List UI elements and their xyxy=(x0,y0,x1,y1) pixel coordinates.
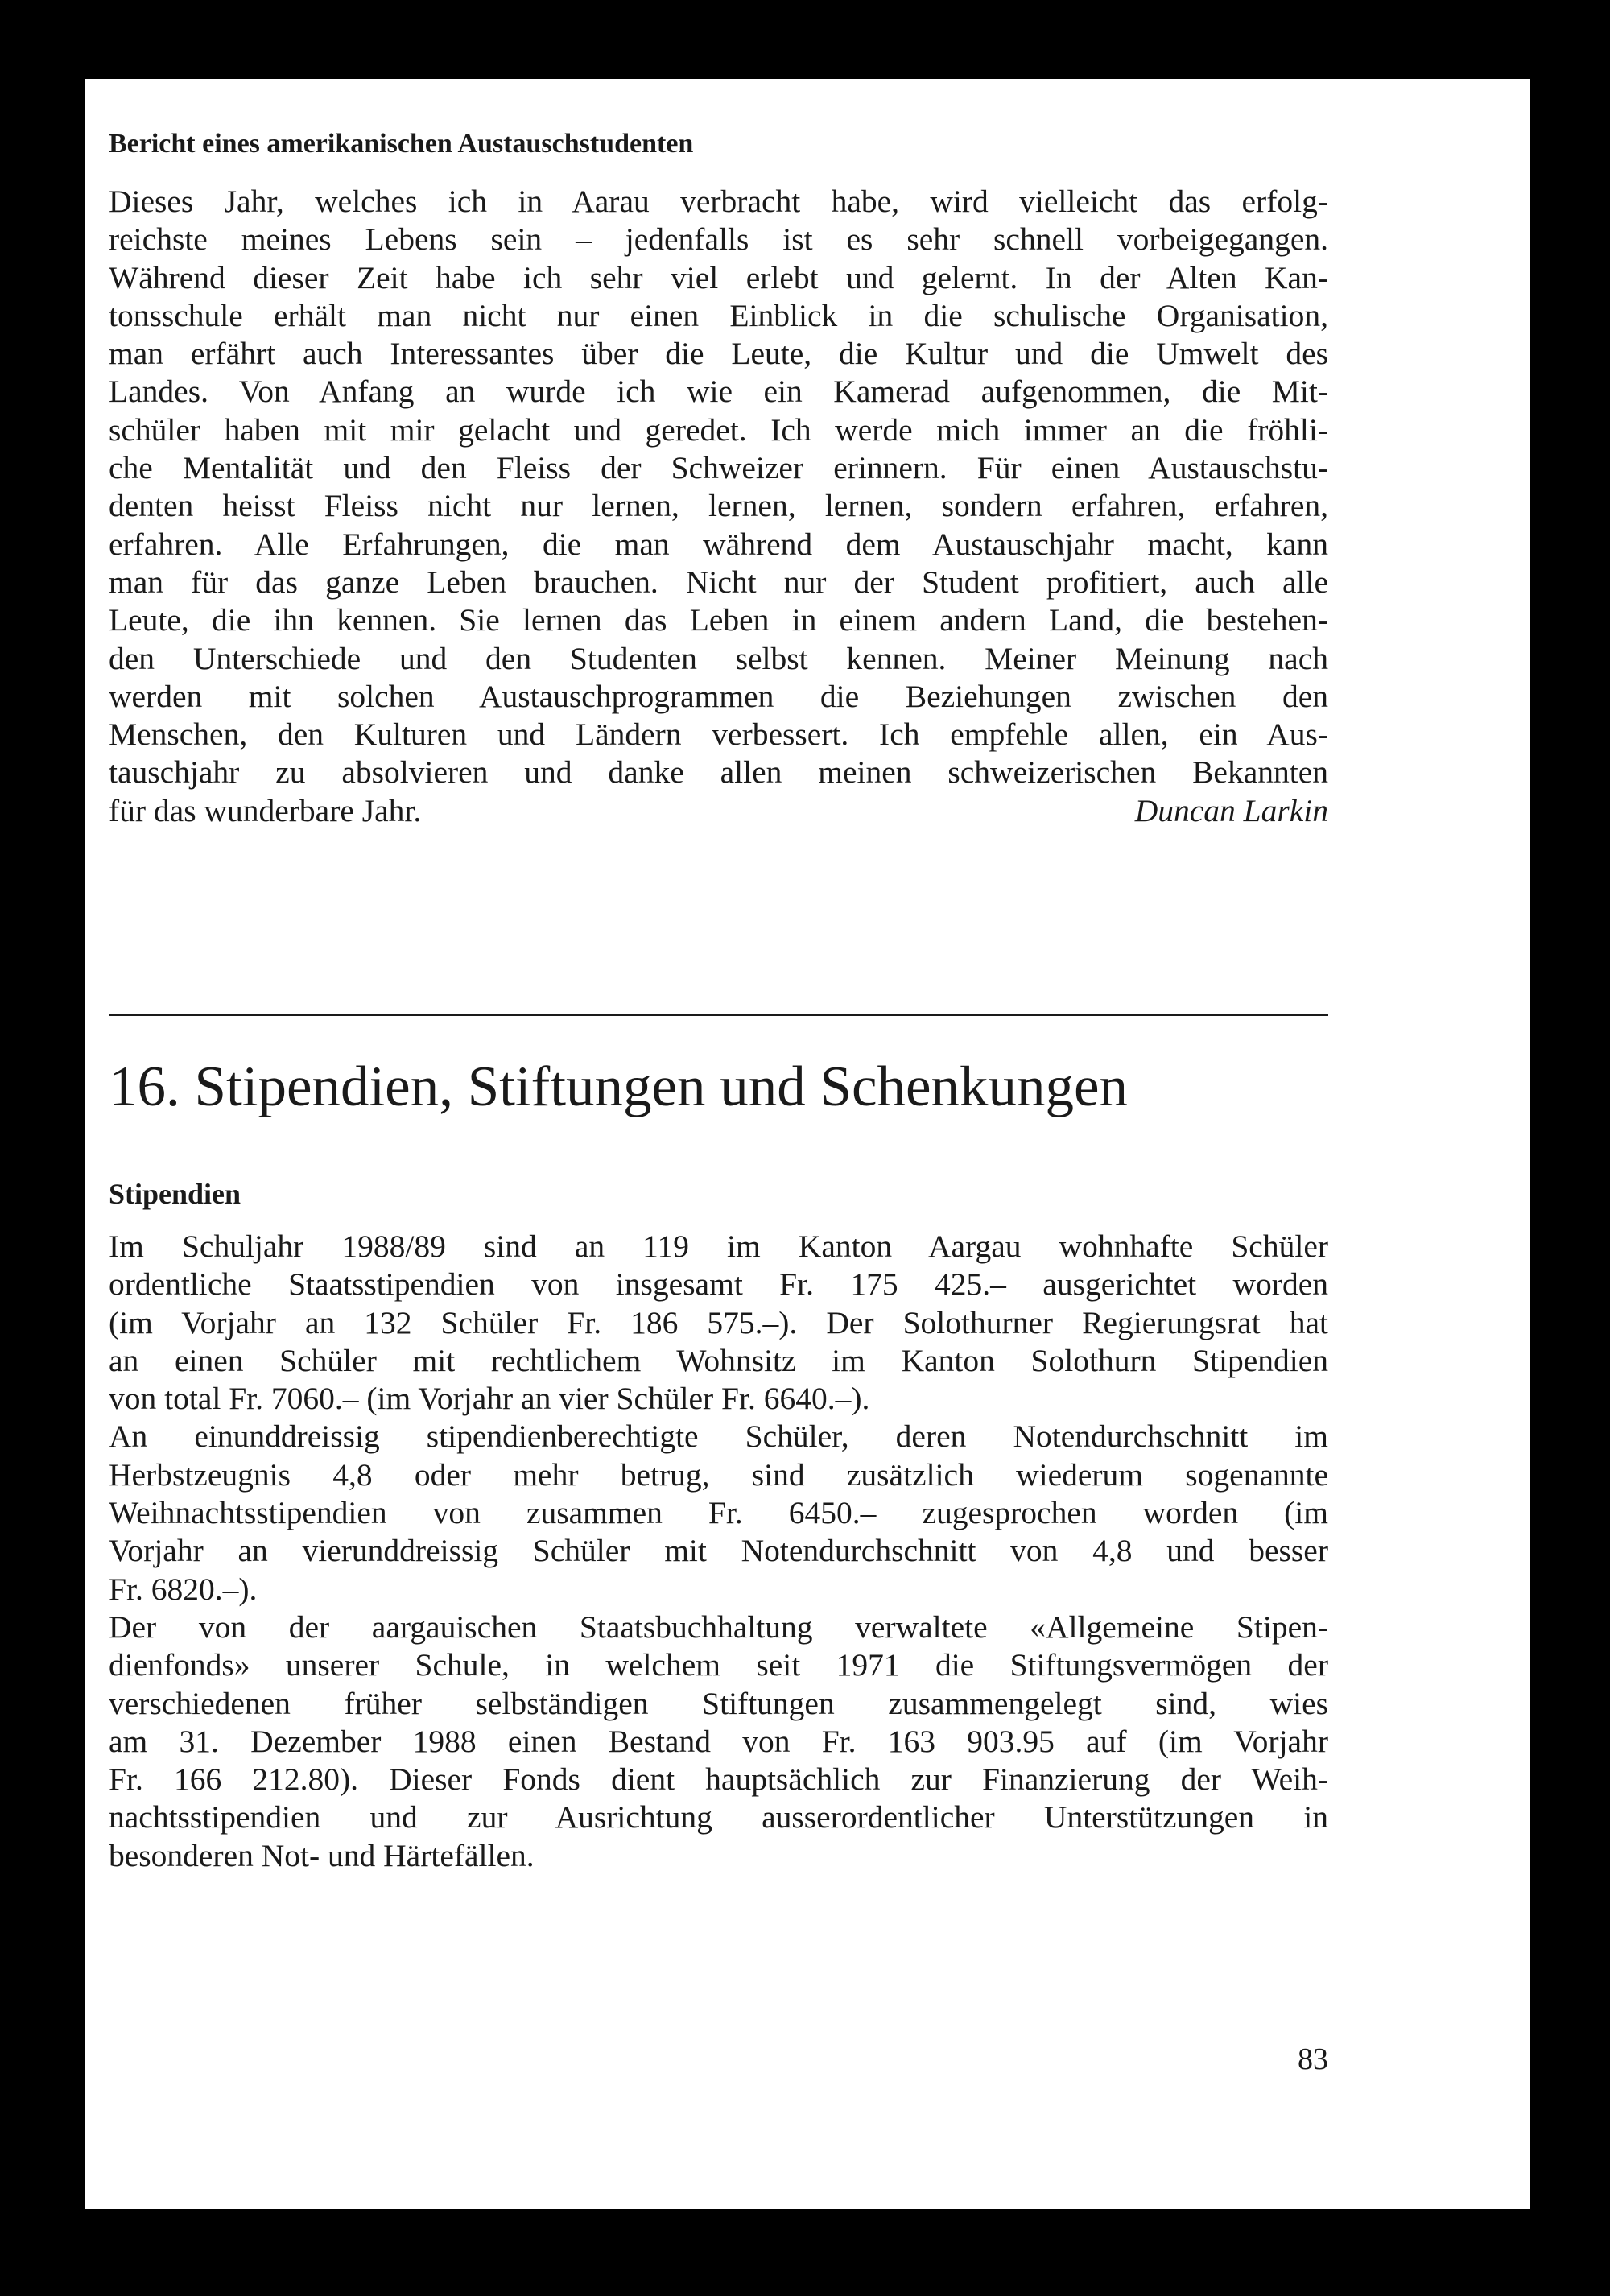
report-paragraph xyxy=(109,183,1328,830)
report-heading: Bericht eines amerikanischen Austauschstudenten xyxy=(109,129,694,159)
stipendien-line: besonderen Not- und Härtefällen. xyxy=(109,1837,535,1873)
report-line: man für das ganze Leben brauchen. Nicht nur der Student profitiert, auch alle xyxy=(109,564,1328,600)
report-last-line: für das wunderbare Jahr. xyxy=(109,792,422,828)
stipendien-line: von total Fr. 7060.– (im Vorjahr an vier Schüler Fr. 6640.–). xyxy=(109,1381,870,1417)
report-line: werden mit solchen Austauschprogrammen die Beziehungen zwischen den xyxy=(109,678,1328,714)
section-divider xyxy=(109,1014,1328,1016)
stipendien-line: Fr. 6820.–). xyxy=(109,1571,258,1607)
stipendien-line: Fr. 166 212.80). Dieser Fonds dient hauptsächlich zur Finanzierung der Weih- xyxy=(109,1761,1328,1798)
report-line: che Mentalität und den Fleiss der Schweizer erinnern. Für einen Austauschstu- xyxy=(109,450,1328,486)
report-line: erfahren. Alle Erfahrungen, die man während dem Austauschjahr macht, kann xyxy=(109,526,1328,562)
report-line: schüler haben mit mir gelacht und geredet. Ich werde mich immer an die fröhli- xyxy=(109,411,1328,448)
stipendien-line: nachtsstipendien und zur Ausrichtung ausserordentlicher Unterstützungen in xyxy=(109,1799,1328,1836)
page-number: 83 xyxy=(1298,2042,1328,2076)
report-line: Leute, die ihn kennen. Sie lernen das Leben in einem andern Land, die bestehen- xyxy=(109,602,1328,638)
report-line: Landes. Von Anfang an wurde ich wie ein Kamerad aufgenommen, die Mit- xyxy=(109,374,1328,410)
stipendien-line: dienfonds» unserer Schule, in welchem seit 1971 die Stiftungsvermögen der xyxy=(109,1647,1328,1683)
report-line: man erfährt auch Interessantes über die Leute, die Kultur und die Umwelt des xyxy=(109,336,1328,372)
stipendien-line: Im Schuljahr 1988/89 sind an 119 im Kanton Aargau wohnhafte Schüler xyxy=(109,1229,1328,1264)
stipendien-heading: Stipendien xyxy=(109,1178,242,1210)
author-signature: Duncan Larkin xyxy=(1134,792,1328,828)
report-line: reichste meines Lebens sein – jedenfalls ist es sehr schnell vorbeigegangen. xyxy=(109,221,1328,258)
stipendien-line: Herbstzeugnis 4,8 oder mehr betrug, sind zusätzlich wiederum sogenannte xyxy=(109,1456,1328,1493)
stipendien-line: Vorjahr an vierunddreissig Schüler mit Notendurchschnitt von 4,8 und besser xyxy=(109,1533,1328,1569)
stipendien-line: (im Vorjahr an 132 Schüler Fr. 186 575.–). Der Solothurner Regierungsrat hat xyxy=(109,1304,1328,1340)
report-line: Dieses Jahr, welches ich in Aarau verbracht habe, wird vielleicht das erfolg- xyxy=(109,184,1328,219)
stipendien-line: ordentliche Staatsstipendien von insgesamt Fr. 175 425.– ausgerichtet worden xyxy=(109,1266,1328,1303)
chapter-title: 16. Stipendien, Stiftungen und Schenkungen xyxy=(109,1055,1129,1118)
report-line: tonsschule erhält man nicht nur einen Einblick in die schulische Organisation, xyxy=(109,297,1328,333)
report-line: denten heisst Fleiss nicht nur lernen, lernen, lernen, sondern erfahren, erfahren, xyxy=(109,488,1328,524)
report-line: Menschen, den Kulturen und Ländern verbessert. Ich empfehle allen, ein Aus- xyxy=(109,716,1328,753)
report-closing-line xyxy=(109,792,1328,830)
stipendien-line: Der von der aargauischen Staatsbuchhaltung verwaltete «Allgemeine Stipen- xyxy=(109,1608,1328,1645)
stipendien-line: Weihnachtsstipendien von zusammen Fr. 6450.– zugesprochen worden (im xyxy=(109,1495,1328,1531)
stipendien-line: verschiedenen früher selbständigen Stiftungen zusammengelegt sind, wies xyxy=(109,1685,1328,1721)
stipendien-line: An einunddreissig stipendienberechtigte Schüler, deren Notendurchschnitt im xyxy=(109,1418,1328,1455)
report-line: Während dieser Zeit habe ich sehr viel erlebt und gelernt. In der Alten Kan- xyxy=(109,259,1328,295)
stipendien-line: an einen Schüler mit rechtlichem Wohnsitz im Kanton Solothurn Stipendien xyxy=(109,1342,1328,1378)
report-line: tauschjahr zu absolvieren und danke allen meinen schweizerischen Bekannten xyxy=(109,754,1328,791)
report-line: den Unterschiede und den Studenten selbst kennen. Meiner Meinung nach xyxy=(109,640,1328,676)
stipendien-line: am 31. Dezember 1988 einen Bestand von Fr. 163 903.95 auf (im Vorjahr xyxy=(109,1723,1328,1759)
stipendien-paragraphs xyxy=(109,1228,1328,1875)
